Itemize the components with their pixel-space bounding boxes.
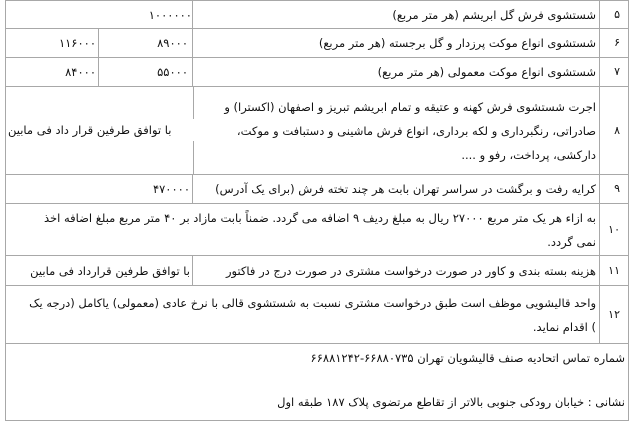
row-price-full (6, 29, 100, 57)
price-value: ۴۷۰۰۰۰ (152, 182, 190, 196)
row-number: ۶ (599, 29, 628, 57)
row-price (6, 1, 192, 28)
row-description (6, 286, 599, 343)
row-description: کرایه رفت و برگشت در سراسر تهران بابت هر چند تخته فرش (برای یک آدرس) (192, 175, 599, 203)
row-price (6, 175, 192, 203)
row-number: ۱۱ (599, 256, 628, 285)
row-description: شستشوی فرش گل ابریشم (هر متر مربع) (192, 1, 599, 28)
row-number: ۷ (599, 58, 628, 86)
row-description: هزینه بسته بندی و کاور در صورت درخواست مشتری در صورت درج در فاکتور (192, 256, 599, 285)
table-row (5, 0, 629, 29)
table-row (5, 204, 629, 256)
row-description: شستشوی انواع موکت معمولی (هر متر مربع) (192, 58, 599, 86)
price-value: ۵۵۰۰۰ (157, 65, 188, 79)
price-value: ۸۹۰۰۰ (157, 36, 188, 50)
price-table (5, 0, 629, 421)
description-line: ) اقدام نماید. (532, 320, 596, 334)
row-price-normal (98, 58, 192, 86)
price-value: ۱۱۶۰۰۰ (58, 36, 96, 50)
row-number: ۸ (599, 87, 628, 174)
contact-address: نشانی : خیابان رودکی جنوبی بالاتر از تقاطع مرتضوی پلاک ۱۸۷ طبقه اول (277, 395, 625, 409)
row-price-normal (98, 29, 192, 57)
contact-footer (5, 344, 629, 421)
price-value: ۱۰۰۰۰۰۰ (148, 7, 192, 22)
description-line: نمی گردد. (547, 235, 596, 249)
description-line: اجرت شستشوی فرش کهنه و عتیقه و تمام ابریشم تبریز و اصفهان (اکسترا) و (224, 100, 596, 114)
row-number: ۱۲ (599, 286, 628, 343)
contact-phone: شماره تماس اتحادیه صنف قالیشویان تهران ۶۶۸۸۰۷۳۵-۶۶۸۸۱۲۴۲ (310, 351, 625, 365)
row-number: ۱۰ (599, 204, 628, 255)
row-price-full (6, 58, 100, 86)
table-row (5, 29, 629, 58)
row-description (6, 204, 599, 255)
description-line: دارکشی، پرداخت، رفو و .... (461, 148, 596, 162)
table-row (5, 175, 629, 204)
table-row (5, 58, 629, 87)
row-number: ۵ (599, 1, 628, 28)
table-row (5, 286, 629, 344)
description-line: صادراتی، رنگبرداری و لکه برداری، انواع فرش ماشینی و دستبافت و موکت، (236, 124, 596, 138)
table-row (5, 256, 629, 286)
price-value: ۸۴۰۰۰ (65, 65, 96, 79)
row-price-note: با توافق طرفین قرار داد فی مابین (6, 119, 194, 141)
description-line: واحد قالیشویی موظف است طبق درخواست مشتری نسبت به شستشوی قالی با نرخ عادی (معمولی) یاکامل (درجه یک (29, 296, 596, 310)
description-line: به ازاء هر یک متر مربع ۲۷۰۰۰ ریال به مبلغ ردیف ۹ اضافه می گردد. ضمناً بابت مازاد بر ۴۰ متر مربع مبلغ اضافه اخذ (43, 211, 596, 225)
row-number: ۹ (599, 175, 628, 203)
row-price-note: با توافق طرفین قرارداد فی مابین (30, 263, 190, 278)
table-row (5, 87, 629, 175)
row-description: شستشوی انواع موکت پرزدار و گل برجسته (هر متر مربع) (192, 29, 599, 57)
